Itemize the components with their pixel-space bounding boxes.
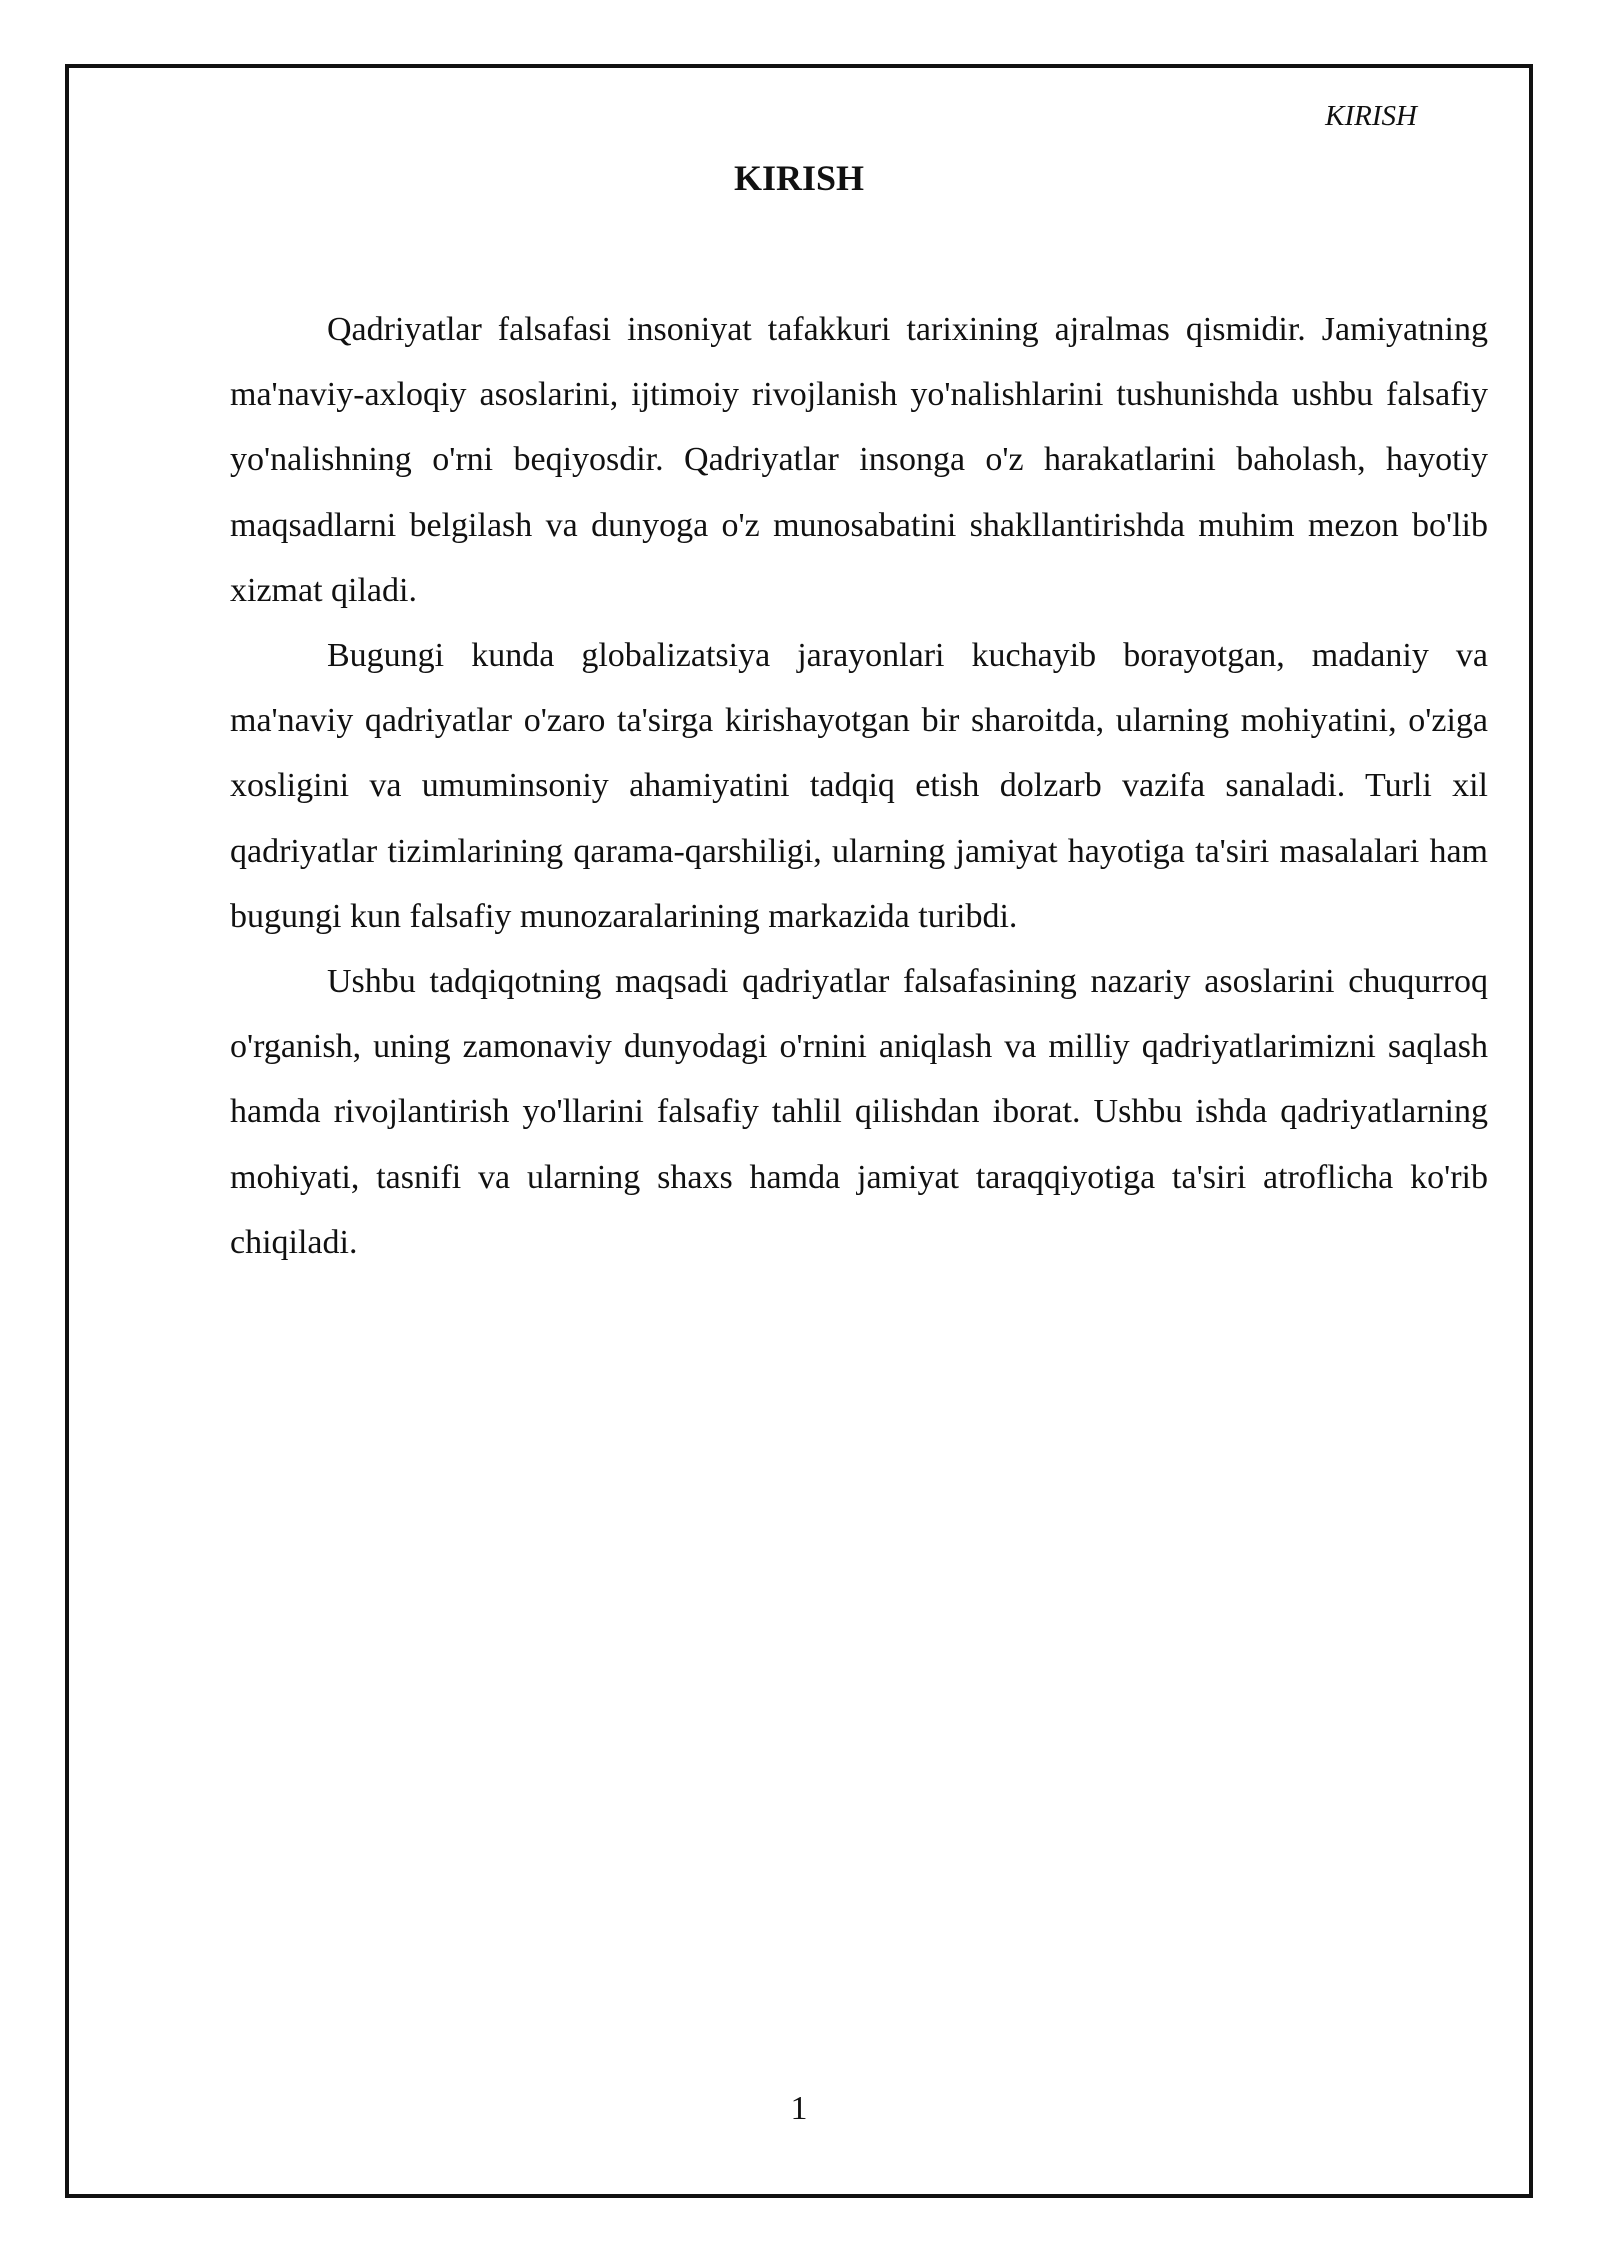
running-header: KIRISH — [1325, 100, 1417, 132]
paragraph-1: Qadriyatlar falsafasi insoniyat tafakkuri tarixining ajralmas qismidir. Jamiyatning ma'naviy-axloqiy asoslarini, ijtimoiy rivojlanish yo'nalishlarini tushunishda ushbu falsafiy yo'nalishning o'rni beqiyosdir. Qadriyatlar insonga o'z harakatlarini baholash, hayotiy maqsadlarni belgilash va dunyoga o'z munosabatini shakllantirishda muhim mezon bo'lib xizmat qiladi. — [230, 311, 1488, 609]
page-title: KIRISH — [733, 158, 865, 198]
paragraph-2: Bugungi kunda globalizatsiya jarayonlari kuchayib borayotgan, madaniy va ma'naviy qadriyatlar o'zaro ta'sirga kirishayotgan bir sharoitda, ularning mohiyatini, o'ziga xosligini va umuminsoniy ahamiyatini tadqiq etish dolzarb vazifa sanaladi. Turli xil qadriyatlar tizimlarining qarama-qarshiligi, ularning jamiyat hayotiga ta'siri masalalari ham bugungi kun falsafiy munozaralarining markazida turibdi. — [230, 637, 1488, 935]
paragraph-3: Ushbu tadqiqotning maqsadi qadriyatlar falsafasining nazariy asoslarini chuqurroq o'rganish, uning zamonaviy dunyodagi o'rnini aniqlash va milliy qadriyatlarimizni saqlash hamda rivojlantirish yo'llarini falsafiy tahlil qilishdan iborat. Ushbu ishda qadriyatlarning mohiyati, tasnifi va ularning shaxs hamda jamiyat taraqqiyotiga ta'siri atroflicha ko'rib chiqiladi. — [230, 963, 1488, 1261]
body-text — [230, 297, 1488, 1275]
page-number: 1 — [790, 2090, 808, 2127]
page-border — [65, 64, 1533, 2198]
